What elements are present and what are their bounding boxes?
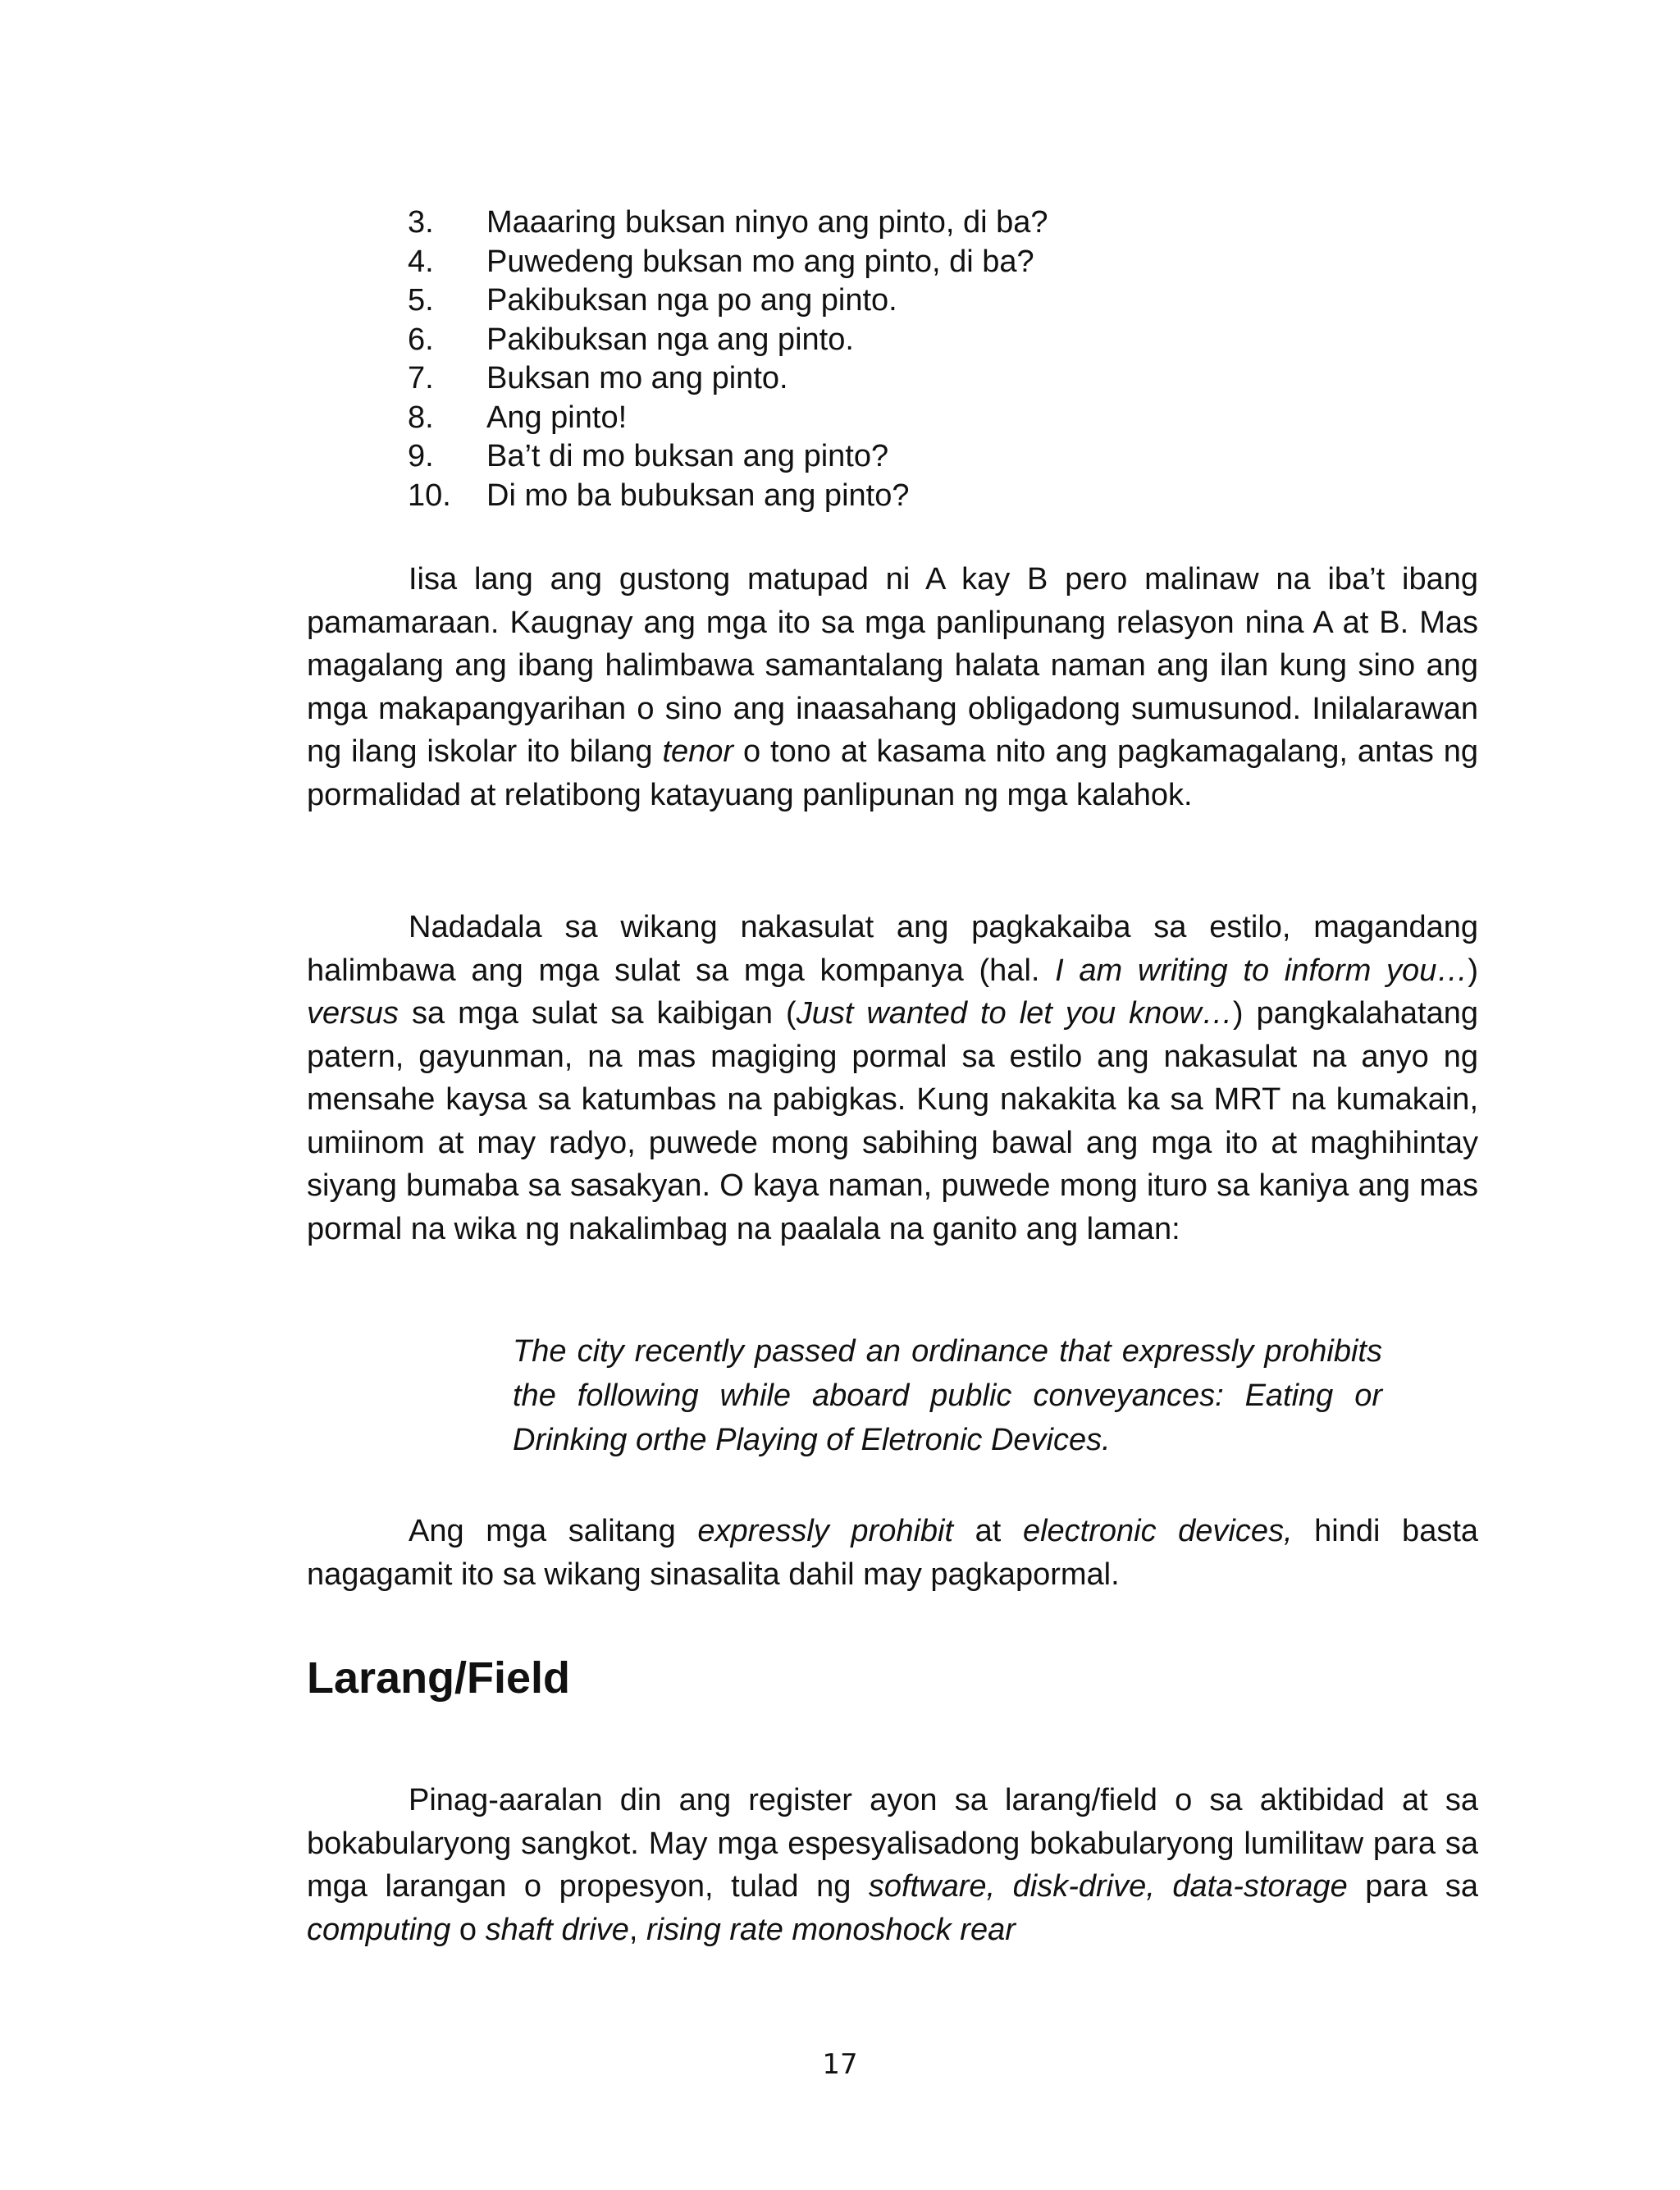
italic-term: tenor — [662, 734, 734, 769]
paragraph-tenor — [307, 558, 1478, 816]
list-text: Buksan mo ang pinto. — [486, 361, 788, 395]
list-number: 7. — [408, 361, 434, 395]
italic-example: Just wanted to let you know… — [796, 996, 1233, 1031]
italic-term: expressly prohibit — [697, 1514, 954, 1548]
list-number: 10. — [408, 478, 451, 513]
list-number: 5. — [408, 283, 434, 318]
list-text: Di mo ba bubuksan ang pinto? — [486, 478, 910, 513]
list-item — [408, 477, 1310, 516]
paragraph-field — [307, 1779, 1478, 1951]
italic-term: versus — [307, 996, 399, 1031]
text-span: Nadadala sa wikang nakasulat ang pagkakaiba sa estilo, magandang halimbawa ang mga sulat sa mga kompanya (hal. — [307, 910, 1478, 988]
list-number: 9. — [408, 439, 434, 473]
list-item — [408, 203, 1310, 243]
italic-term: shaft drive — [485, 1912, 629, 1947]
list-text: Ba’t di mo buksan ang pinto? — [486, 439, 889, 473]
italic-example: I am writing to inform you… — [1055, 953, 1468, 988]
list-text: Pakibuksan nga po ang pinto. — [486, 283, 897, 318]
list-item — [408, 281, 1310, 321]
text-span: at — [953, 1514, 1023, 1548]
text-span: sa mga sulat sa kaibigan ( — [398, 996, 797, 1031]
text-span: o tono at kasama nito ang pagkamagalang, antas ng pormalidad at relatibong katayuang panlipunan ng mga kalahok. — [307, 734, 1479, 812]
list-text: Ang pinto! — [486, 400, 628, 435]
text-span: ) — [1468, 953, 1478, 988]
italic-term: rising rate monoshock rear — [646, 1912, 1016, 1947]
text-span: Ang mga salitang — [409, 1514, 698, 1548]
list-text: Puwedeng buksan mo ang pinto, di ba? — [486, 244, 1034, 279]
italic-term: software, disk-drive, data-storage — [868, 1869, 1348, 1904]
page-number: 17 — [822, 2048, 858, 2081]
italic-term: electronic devices, — [1022, 1514, 1293, 1548]
text-span: , — [628, 1912, 647, 1947]
italic-term: computing — [307, 1912, 451, 1947]
list-number: 6. — [408, 322, 434, 357]
text-span: Pinag-aaralan din ang register ayon sa larang/field o sa aktibidad at sa bokabularyong sangkot. May mga espesyalisadong bokabularyong lumilitaw para sa mga larangan o propesyon, tulad ng — [307, 1783, 1478, 1904]
list-item — [408, 359, 1310, 399]
list-text: Pakibuksan nga ang pinto. — [486, 322, 854, 357]
list-item — [408, 243, 1310, 282]
list-item — [408, 399, 1310, 438]
text-span: o — [450, 1912, 486, 1947]
paragraph-formal-words — [307, 1510, 1478, 1596]
text-span: Iisa lang ang gustong matupad ni A kay B pero malinaw na iba’t ibang pamamaraan. Kaugnay ang mga ito sa mga panlipunang relasyon nina A at B. Mas magalang ang ibang halimbawa samantalang halata naman ang ilan kung sino ang mga makapangyarihan o sino ang inaasahang obligadong sumusunod. Inilalarawan ng ilang iskolar ito bilang — [307, 562, 1478, 769]
text-span: para sa — [1347, 1869, 1478, 1904]
section-heading: Larang/Field — [307, 1653, 571, 1703]
list-item — [408, 321, 1310, 360]
list-number: 4. — [408, 244, 434, 279]
list-number: 8. — [408, 400, 434, 435]
list-text: Maaaring buksan ninyo ang pinto, di ba? — [486, 205, 1048, 240]
list-item — [408, 437, 1310, 477]
example-list — [408, 203, 1310, 515]
text-span: hindi basta nagagamit ito sa wikang sinasalita dahil may pagkapormal. — [307, 1514, 1479, 1592]
block-quote: The city recently passed an ordinance that expressly prohibits the following while aboard public conveyances: Eating or Drinking orthe Playing of Eletronic Devices. — [513, 1334, 1382, 1457]
text-span: ) pangkalahatang patern, gayunman, na mas magiging pormal sa estilo ang nakasulat na anyo ng mensahe kaysa sa katumbas na pabigkas. Kung nakakita ka sa MRT na kumakain, umiinom at may radyo, puwede mong sabihing bawal ang mga ito at maghihintay siyang bumaba sa sasakyan. O kaya naman, puwede mong ituro sa kaniya ang mas pormal na wika ng nakalimbag na paalala na ganito ang laman: — [307, 996, 1479, 1246]
paragraph-written-style — [307, 906, 1478, 1250]
list-number: 3. — [408, 205, 434, 240]
